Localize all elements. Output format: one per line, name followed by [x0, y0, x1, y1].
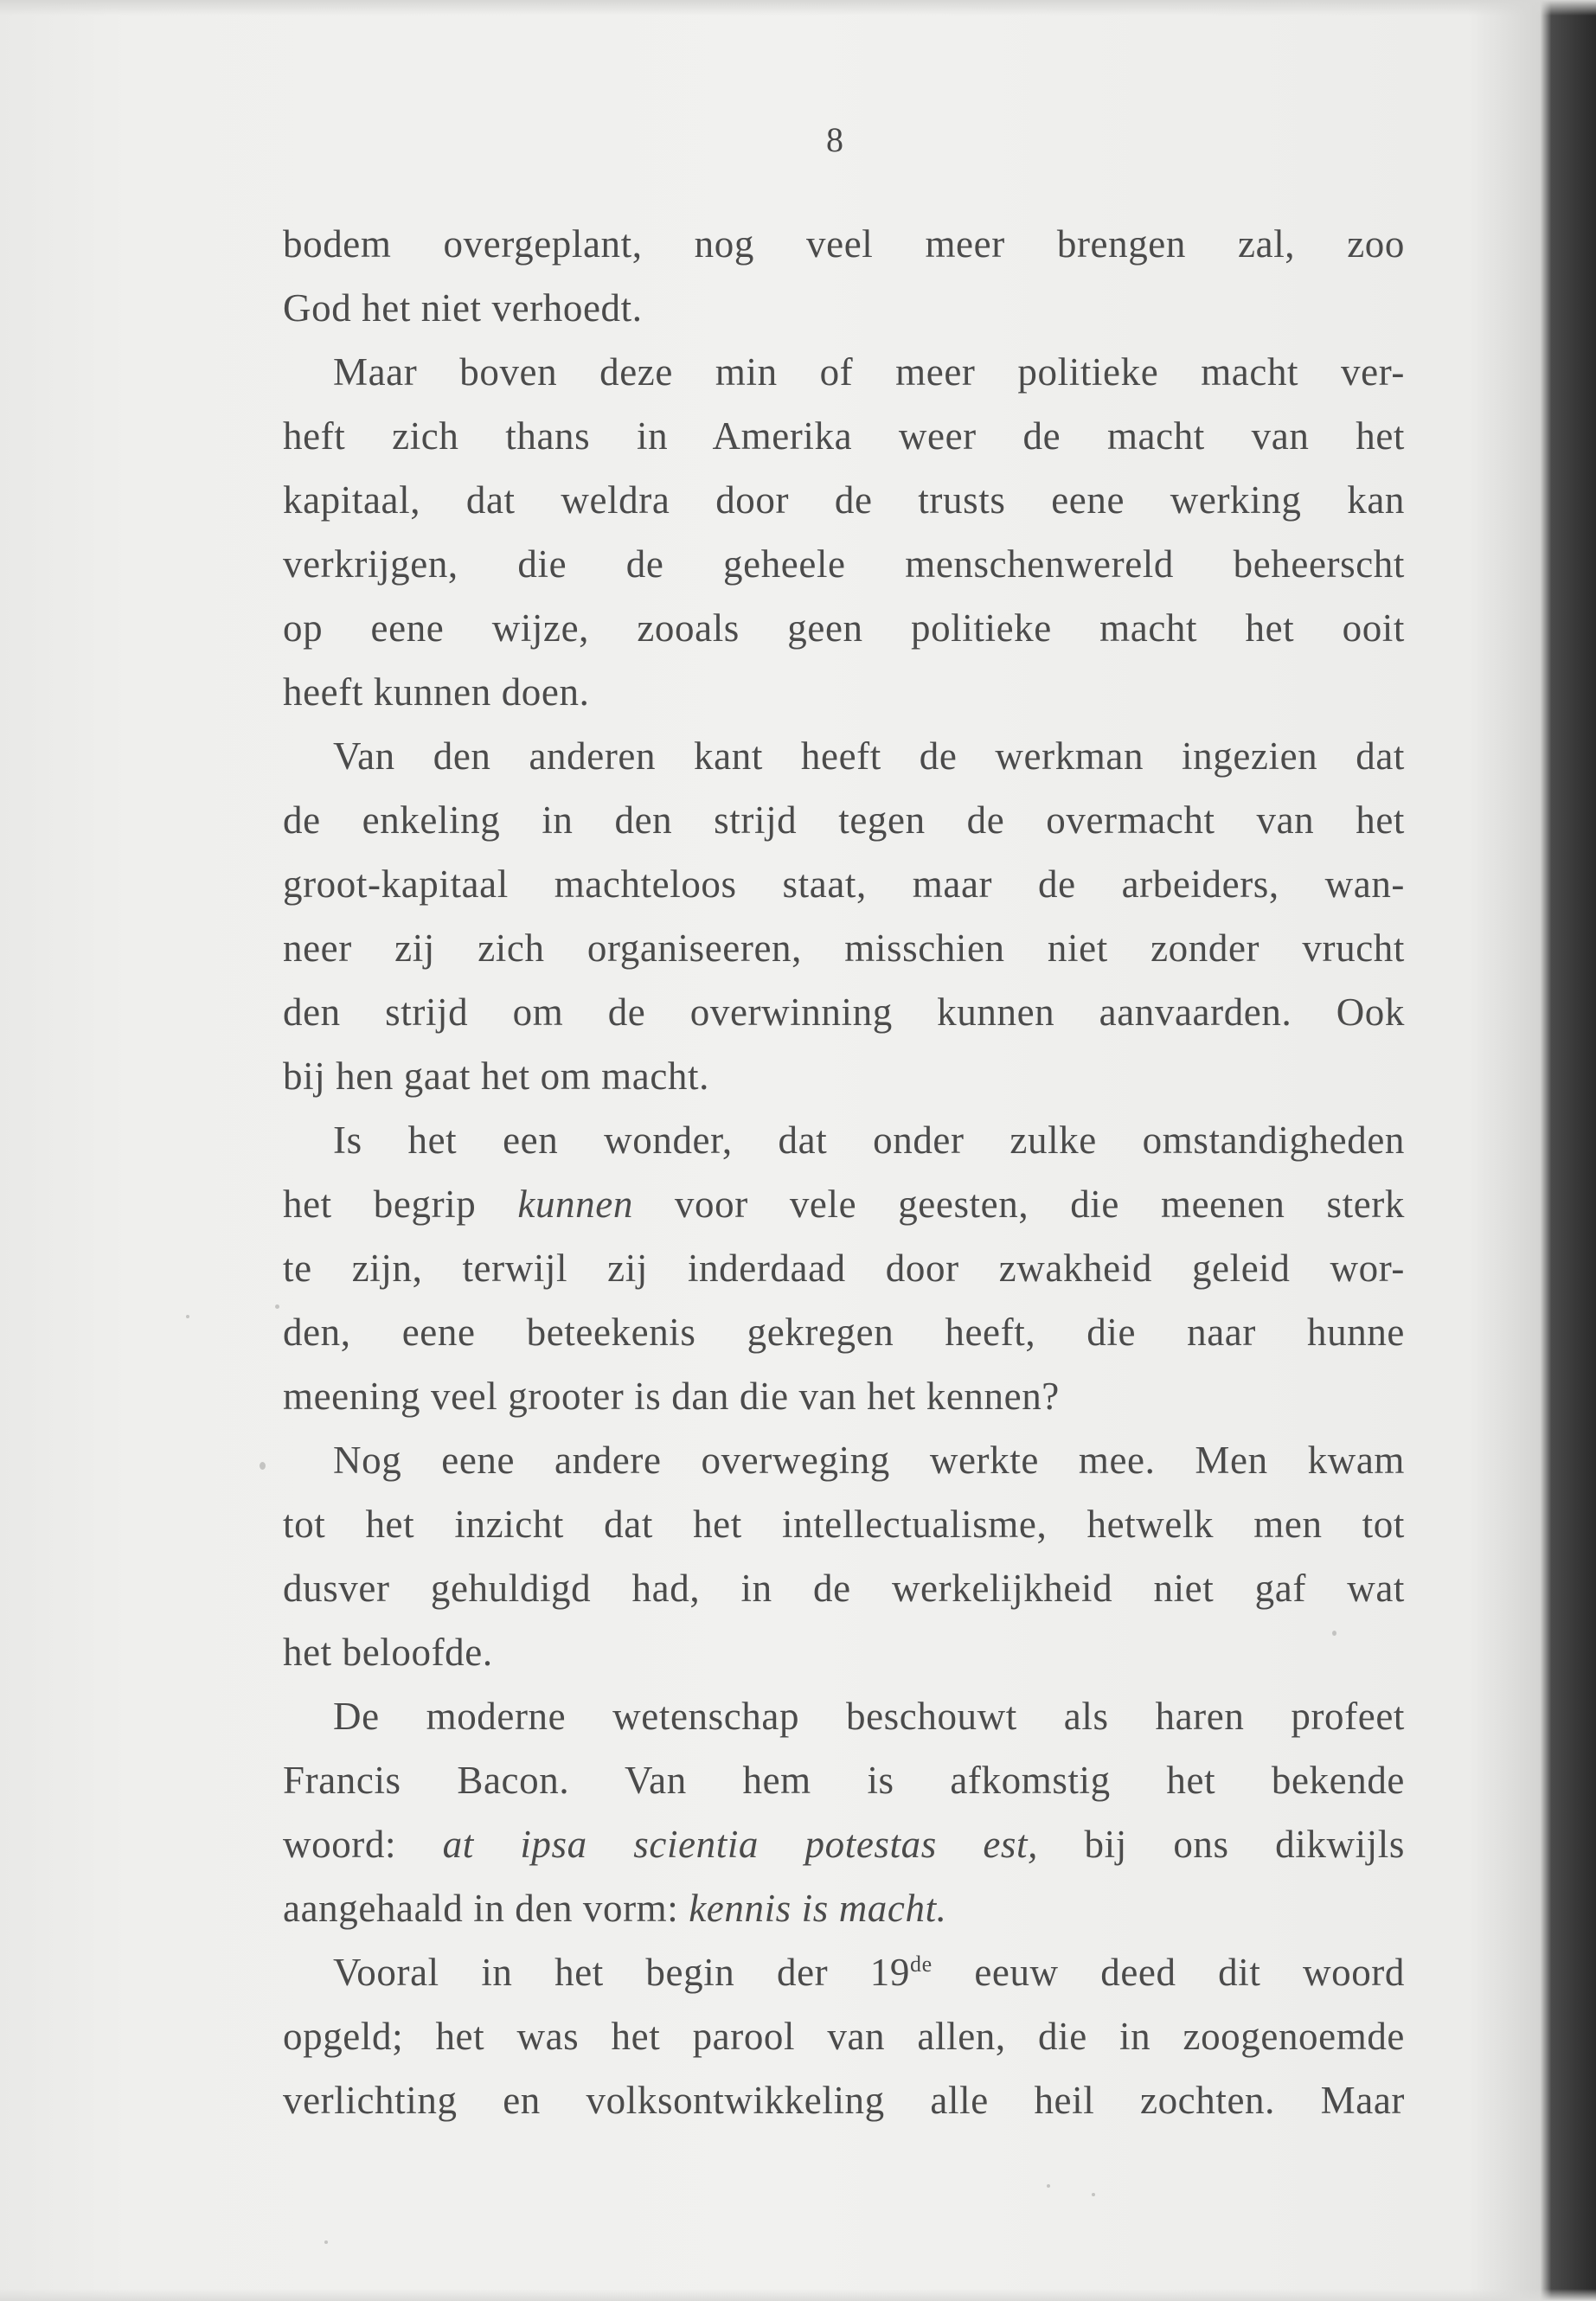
text-line: het beloofde. — [283, 1631, 493, 1674]
page-top-shadow — [0, 0, 1596, 16]
paper-speck — [275, 1304, 279, 1309]
page-bottom-shadow — [0, 2289, 1596, 2301]
text-line: den, eene beteekenis gekregen heeft, die naar hunne — [283, 1311, 1405, 1354]
text-line: te zijn, terwijl zij inderdaad door zwakheid geleid wor- — [283, 1247, 1405, 1290]
paper-speck — [324, 2240, 328, 2244]
page-number: 8 — [826, 120, 843, 159]
text-line: verlichting en volksontwikkeling alle heil zochten. Maar — [283, 2079, 1405, 2122]
text-line: bodem overgeplant, nog veel meer brengen zal, zoo — [283, 222, 1405, 266]
text-line: heeft kunnen doen. — [283, 670, 590, 714]
superscript: de — [910, 1952, 933, 1977]
text-line: heft zich thans in Amerika weer de macht van het — [283, 414, 1405, 458]
text-line: Is het een wonder, dat onder zulke omstandigheden — [333, 1118, 1405, 1162]
italic-quote: kennis is macht. — [689, 1887, 947, 1930]
paper-speck — [1047, 2184, 1050, 2188]
text-line: God het niet verhoedt. — [283, 286, 643, 330]
text-line: verkrijgen, die de geheele menschenwereld beheerscht — [283, 542, 1405, 586]
italic-quote: at ipsa scientia potestas est, — [442, 1823, 1038, 1866]
text-line: Maar boven deze min of meer politieke macht ver- — [333, 350, 1405, 394]
paper-speck — [260, 1462, 266, 1470]
paper-speck — [1092, 2193, 1095, 2196]
text-line: Francis Bacon. Van hem is afkomstig het bekende — [283, 1759, 1405, 1802]
text-line: woord: at ipsa scientia potestas est, bij ons dikwijls — [283, 1823, 1405, 1866]
text-line: bij hen gaat het om macht. — [283, 1054, 709, 1098]
paper-speck — [1332, 1631, 1336, 1636]
text-line: groot-kapitaal machteloos staat, maar de arbeiders, wan- — [283, 862, 1405, 906]
text-line: opgeld; het was het parool van allen, die in zoogenoemde — [283, 2015, 1405, 2058]
text-line: aangehaald in den vorm: kennis is macht. — [283, 1887, 947, 1930]
italic-term: kunnen — [517, 1183, 633, 1226]
text-line: Vooral in het begin der 19de eeuw deed dit woord — [333, 1951, 1405, 1994]
text-line: neer zij zich organiseeren, misschien niet zonder vrucht — [283, 926, 1405, 970]
text-line: de enkeling in den strijd tegen de overmacht van het — [283, 798, 1405, 842]
text-line: op eene wijze, zooals geen politieke macht het ooit — [283, 606, 1405, 650]
text-line: het begrip kunnen voor vele geesten, die meenen sterk — [283, 1183, 1405, 1226]
body-text — [283, 212, 1405, 2132]
text-line: meening veel grooter is dan die van het kennen? — [283, 1375, 1060, 1418]
text-line: kapitaal, dat weldra door de trusts eene werking kan — [283, 478, 1405, 522]
text-line: dusver gehuldigd had, in de werkelijkheid niet gaf wat — [283, 1567, 1405, 1610]
paper-speck — [186, 1315, 189, 1318]
text-line: den strijd om de overwinning kunnen aanvaarden. Ook — [283, 990, 1405, 1034]
text-line: Van den anderen kant heeft de werkman ingezien dat — [333, 734, 1405, 778]
text-line: De moderne wetenschap beschouwt als haren profeet — [333, 1695, 1405, 1738]
text-line: Nog eene andere overweging werkte mee. Men kwam — [333, 1439, 1405, 1482]
text-line: tot het inzicht dat het intellectualisme, hetwelk men tot — [283, 1503, 1405, 1546]
